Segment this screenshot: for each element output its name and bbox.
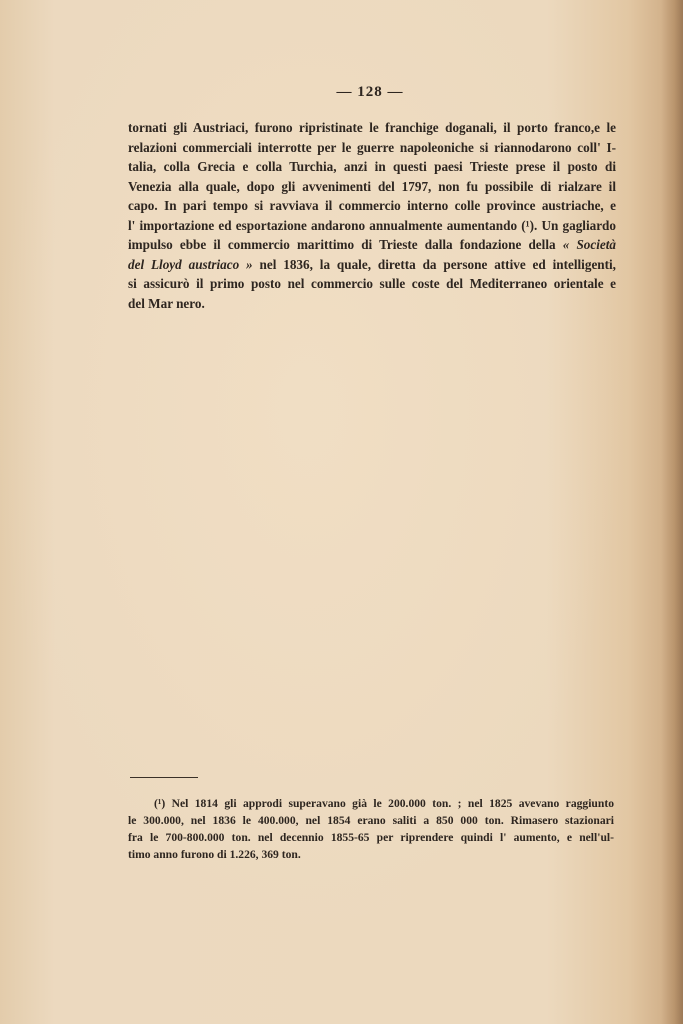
footnote-line: timo anno furono di 1.226, 369 ton.	[128, 848, 301, 861]
body-text-segment: impulso ebbe il commercio marittimo di Trieste dalla fondazione della	[128, 237, 556, 252]
italic-society-name: « Società	[562, 237, 616, 252]
page-edge-shadow	[661, 0, 683, 1024]
body-line	[128, 255, 616, 275]
body-text-segment: nel 1836, la quale, diretta da persone attive ed intelligenti,	[259, 256, 616, 272]
footnote-line: le 300.000, nel 1836 le 400.000, nel 1854 erano saliti a 850 000 ton. Rimasero stazionari	[128, 814, 614, 827]
footnote-separator	[130, 777, 198, 778]
body-line: del Mar nero.	[128, 295, 205, 311]
footnote-line: fra le 700-800.000 ton. nel decennio 1855-65 per riprendere quindi l' aumento, e nell'ul-	[128, 831, 614, 844]
page-number: — 128 —	[336, 84, 404, 100]
body-line: tornati gli Austriaci, furono ripristinate le franchige doganali, il porto franco,e le	[128, 120, 616, 135]
main-paragraph	[128, 118, 616, 313]
italic-society-name: del Lloyd austriaco »	[128, 256, 253, 272]
body-line: relazioni commerciali interrotte per le guerre napoleoniche si riannodarono coll' I-	[128, 139, 616, 155]
body-line	[128, 235, 616, 255]
footnote	[128, 795, 614, 863]
body-line: capo. In pari tempo si ravviava il commercio interno colle province austriache, e	[128, 198, 616, 213]
body-line: Venezia alla quale, dopo gli avvenimenti del 1797, non fu possibile di rialzare il	[128, 178, 616, 194]
body-line: si assicurò il primo posto nel commercio sulle coste del Mediterraneo orientale e	[128, 276, 616, 291]
footnote-line: (¹) Nel 1814 gli approdi superavano già le 200.000 ton. ; nel 1825 avevano raggiunto	[154, 797, 614, 810]
body-line: l' importazione ed esportazione andarono annualmente aumentando (¹). Un gagliardo	[128, 217, 616, 233]
body-line: talia, colla Grecia e colla Turchia, anzi in questi paesi Trieste prese il posto di	[128, 159, 616, 174]
